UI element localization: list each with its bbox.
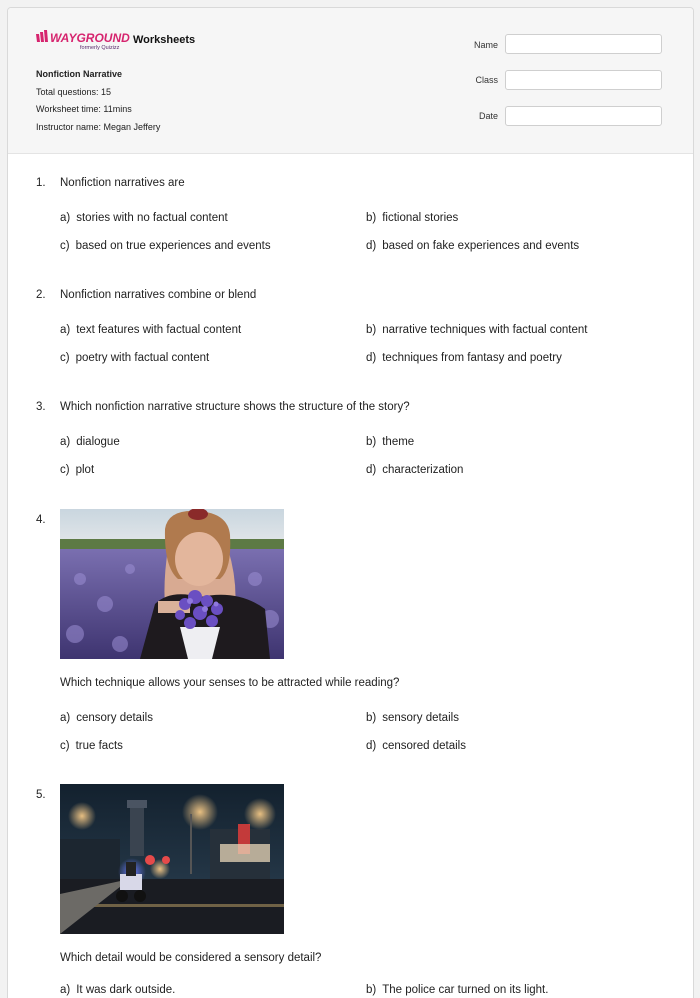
option-text: plot (75, 464, 95, 476)
option-letter: b) (366, 324, 377, 336)
question-number: 5. (36, 789, 46, 801)
brand-name: WAYGROUND (50, 31, 130, 44)
option-letter: b) (366, 436, 377, 448)
worksheet-page (7, 7, 694, 998)
worksheet-title: Nonfiction Narrative (36, 69, 123, 79)
option-letter: b) (366, 712, 377, 724)
option-d (366, 464, 463, 476)
question-number: 2. (36, 289, 46, 301)
option-a (60, 712, 153, 724)
total-questions: Total questions: 15 (36, 86, 112, 97)
question-number: 3. (36, 401, 46, 413)
instructor-name: Instructor name: Megan Jeffery (36, 121, 161, 132)
option-letter: c) (60, 740, 70, 752)
option-letter: c) (60, 464, 70, 476)
option-c (60, 352, 209, 364)
question-image-night-street (60, 784, 284, 934)
date-field[interactable] (505, 106, 662, 126)
worksheet-time: Worksheet time: 11mins (36, 104, 132, 114)
option-letter: a) (60, 712, 71, 724)
option-text: sensory details (382, 712, 459, 724)
option-d (366, 352, 562, 364)
option-letter: c) (60, 240, 70, 252)
option-text: poetry with factual content (75, 352, 210, 364)
question-text: Which detail would be considered a sensory detail? (60, 952, 322, 964)
option-b (366, 212, 458, 224)
option-letter: b) (366, 212, 377, 224)
option-text: fictional stories (382, 212, 459, 224)
option-letter: a) (60, 324, 71, 336)
option-text: techniques from fantasy and poetry (382, 352, 562, 364)
option-text: text features with factual content (76, 324, 242, 336)
class-label: Class (475, 75, 498, 85)
worksheet-meta (36, 66, 160, 136)
question-text: Nonfiction narratives are (60, 177, 185, 189)
option-text: theme (382, 436, 415, 448)
option-text: The police car turned on its light. (382, 984, 549, 996)
option-letter: d) (366, 464, 377, 476)
woman-smelling-flowers-photo-icon (60, 509, 284, 659)
option-text: true facts (75, 740, 123, 752)
option-a (60, 212, 228, 224)
class-field[interactable] (505, 70, 662, 90)
option-b (366, 712, 459, 724)
option-text: characterization (382, 464, 464, 476)
option-letter: a) (60, 212, 71, 224)
option-text: dialogue (76, 436, 120, 448)
option-b (366, 324, 587, 336)
option-text: censored details (382, 740, 466, 752)
option-text: narrative techniques with factual content (382, 324, 588, 336)
question-text: Which nonfiction narrative structure shows the structure of the story? (60, 401, 410, 413)
option-letter: d) (366, 740, 377, 752)
name-label: Name (473, 40, 498, 50)
police-motorcycle-night-photo-icon (60, 784, 284, 934)
option-c (60, 240, 271, 252)
option-text: censory details (76, 712, 153, 724)
option-text: based on fake experiences and events (382, 240, 580, 252)
option-c (60, 740, 123, 752)
option-letter: d) (366, 240, 377, 252)
option-letter: d) (366, 352, 377, 364)
option-a (60, 984, 175, 996)
brand-subtitle: formerly Quizizz (80, 45, 120, 51)
name-field[interactable] (505, 34, 662, 54)
option-b (366, 436, 414, 448)
option-c (60, 464, 94, 476)
option-letter: a) (60, 984, 71, 996)
question-number: 4. (36, 514, 46, 526)
option-letter: b) (366, 984, 377, 996)
worksheet-header (8, 8, 693, 154)
question-number: 1. (36, 177, 46, 189)
option-b (366, 984, 548, 996)
question-image-lavender (60, 509, 284, 659)
option-letter: a) (60, 436, 71, 448)
option-a (60, 324, 241, 336)
option-text: It was dark outside. (76, 984, 176, 996)
option-text: stories with no factual content (76, 212, 228, 224)
question-text: Nonfiction narratives combine or blend (60, 289, 257, 301)
date-label: Date (478, 111, 498, 121)
question-text: Which technique allows your senses to be attracted while reading? (60, 677, 400, 689)
option-text: based on true experiences and events (75, 240, 271, 252)
option-d (366, 740, 466, 752)
option-d (366, 240, 579, 252)
wayground-logo-icon (36, 30, 136, 44)
option-a (60, 436, 120, 448)
brand-logo (36, 30, 136, 54)
option-letter: c) (60, 352, 70, 364)
worksheets-label: Worksheets (133, 34, 196, 46)
